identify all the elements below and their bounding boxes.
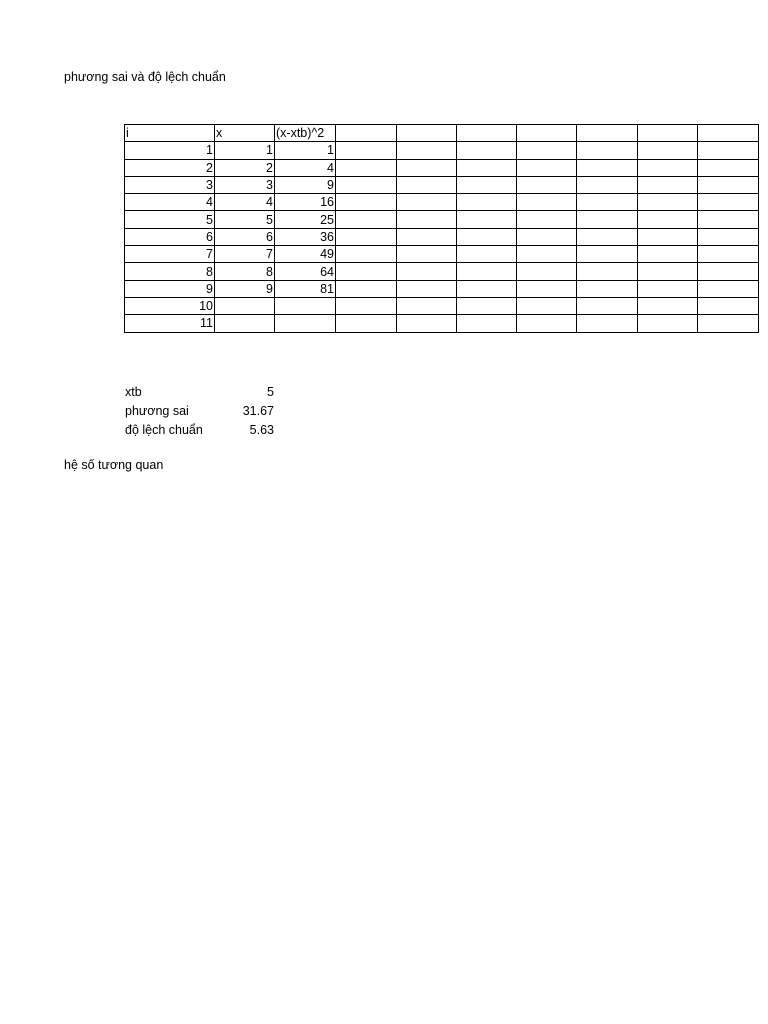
table-cell[interactable] <box>397 246 457 263</box>
table-cell[interactable] <box>397 159 457 176</box>
table-cell[interactable]: 7 <box>215 246 275 263</box>
table-cell[interactable]: 6 <box>125 228 215 245</box>
table-cell[interactable] <box>517 194 577 211</box>
table-cell[interactable] <box>457 280 517 297</box>
table-cell[interactable] <box>517 263 577 280</box>
table-cell[interactable] <box>577 159 638 176</box>
table-cell[interactable] <box>517 228 577 245</box>
stat-row <box>124 382 275 401</box>
table-cell[interactable] <box>397 142 457 159</box>
stat-value[interactable]: 31.67 <box>242 403 274 418</box>
table-cell[interactable] <box>457 297 517 314</box>
table-cell[interactable] <box>457 211 517 228</box>
table-cell[interactable] <box>275 315 336 332</box>
table-cell[interactable]: 1 <box>125 142 215 159</box>
stat-value[interactable]: 5.63 <box>249 422 274 437</box>
table-row <box>125 194 759 211</box>
table-cell[interactable] <box>397 280 457 297</box>
column-header[interactable] <box>577 125 638 142</box>
table-cell[interactable] <box>698 211 759 228</box>
table-cell[interactable] <box>638 297 698 314</box>
table-row <box>125 211 759 228</box>
table-row <box>125 280 759 297</box>
table-cell[interactable]: 49 <box>275 246 336 263</box>
table-cell[interactable]: 64 <box>275 263 336 280</box>
table-row <box>125 263 759 280</box>
table-cell[interactable]: 8 <box>215 263 275 280</box>
table-cell[interactable] <box>517 176 577 193</box>
table-cell[interactable] <box>698 280 759 297</box>
table-cell[interactable] <box>336 211 397 228</box>
table-cell[interactable] <box>638 194 698 211</box>
table-cell[interactable] <box>457 263 517 280</box>
table-cell[interactable] <box>698 228 759 245</box>
table-row <box>125 142 759 159</box>
table-cell[interactable] <box>336 176 397 193</box>
table-cell[interactable] <box>638 228 698 245</box>
table-cell[interactable] <box>698 176 759 193</box>
data-table <box>124 124 759 333</box>
table-cell[interactable]: 9 <box>275 176 336 193</box>
column-header[interactable]: i <box>125 125 215 142</box>
table-row <box>125 176 759 193</box>
table-row <box>125 297 759 314</box>
column-header[interactable] <box>336 125 397 142</box>
table-cell[interactable] <box>397 228 457 245</box>
table-cell[interactable] <box>336 194 397 211</box>
stat-row <box>124 401 275 420</box>
table-cell[interactable] <box>275 297 336 314</box>
table-cell[interactable]: 10 <box>125 297 215 314</box>
table-cell[interactable] <box>457 176 517 193</box>
table-cell[interactable] <box>577 211 638 228</box>
table-cell[interactable] <box>577 315 638 332</box>
stat-label: phương sai <box>125 403 189 418</box>
table-header-row <box>125 125 759 142</box>
table-cell[interactable]: 2 <box>125 159 215 176</box>
table-cell[interactable] <box>638 263 698 280</box>
section-title-variance: phương sai và độ lệch chuẩn <box>64 70 226 84</box>
table-row <box>125 315 759 332</box>
column-header[interactable] <box>397 125 457 142</box>
stat-value[interactable]: 5 <box>267 384 274 399</box>
table-cell[interactable] <box>336 142 397 159</box>
table-cell[interactable]: 3 <box>215 176 275 193</box>
table-cell[interactable]: 4 <box>275 159 336 176</box>
table-cell[interactable] <box>336 159 397 176</box>
table-cell[interactable]: 16 <box>275 194 336 211</box>
table-cell[interactable] <box>698 297 759 314</box>
table-cell[interactable] <box>638 246 698 263</box>
table-cell[interactable]: 4 <box>215 194 275 211</box>
table-cell[interactable] <box>517 246 577 263</box>
table-cell[interactable] <box>577 176 638 193</box>
table-cell[interactable] <box>577 263 638 280</box>
table-cell[interactable]: 1 <box>215 142 275 159</box>
table-cell[interactable] <box>577 246 638 263</box>
table-cell[interactable] <box>336 297 397 314</box>
table-cell[interactable] <box>397 176 457 193</box>
table-cell[interactable] <box>577 297 638 314</box>
stat-label: độ lệch chuẩn <box>125 422 203 437</box>
column-header[interactable] <box>698 125 759 142</box>
column-header[interactable]: (x-xtb)^2 <box>275 125 336 142</box>
table-row <box>125 159 759 176</box>
table-cell[interactable] <box>577 228 638 245</box>
table-cell[interactable] <box>517 280 577 297</box>
table-cell[interactable] <box>698 194 759 211</box>
table-cell[interactable] <box>638 176 698 193</box>
table-cell[interactable]: 11 <box>125 315 215 332</box>
table-row <box>125 228 759 245</box>
table-cell[interactable]: 36 <box>275 228 336 245</box>
table-cell[interactable] <box>698 159 759 176</box>
table-cell[interactable]: 1 <box>275 142 336 159</box>
column-header[interactable]: x <box>215 125 275 142</box>
table-cell[interactable] <box>215 297 275 314</box>
column-header[interactable] <box>457 125 517 142</box>
table-cell[interactable] <box>577 280 638 297</box>
table-cell[interactable] <box>517 159 577 176</box>
table-cell[interactable] <box>698 263 759 280</box>
table-cell[interactable] <box>457 194 517 211</box>
table-cell[interactable] <box>457 142 517 159</box>
table-cell[interactable] <box>397 211 457 228</box>
stats-table <box>124 382 275 439</box>
table-cell[interactable] <box>336 263 397 280</box>
table-cell[interactable] <box>336 280 397 297</box>
table-cell[interactable] <box>397 315 457 332</box>
table-cell[interactable] <box>698 142 759 159</box>
table-cell[interactable] <box>215 315 275 332</box>
table-cell[interactable] <box>517 211 577 228</box>
column-header[interactable] <box>638 125 698 142</box>
table-cell[interactable] <box>517 315 577 332</box>
table-cell[interactable]: 81 <box>275 280 336 297</box>
table-cell[interactable]: 7 <box>125 246 215 263</box>
table-cell[interactable]: 9 <box>215 280 275 297</box>
table-cell[interactable]: 5 <box>215 211 275 228</box>
table-cell[interactable]: 9 <box>125 280 215 297</box>
table-cell[interactable] <box>517 297 577 314</box>
table-cell[interactable] <box>336 315 397 332</box>
table-cell[interactable] <box>397 297 457 314</box>
table-cell[interactable] <box>698 315 759 332</box>
stat-label: xtb <box>125 384 142 399</box>
table-cell[interactable]: 25 <box>275 211 336 228</box>
section-title-correlation: hệ số tương quan <box>64 458 164 472</box>
table-cell[interactable] <box>336 228 397 245</box>
table-cell[interactable] <box>638 159 698 176</box>
table-cell[interactable]: 3 <box>125 176 215 193</box>
table-cell[interactable] <box>397 263 457 280</box>
table-cell[interactable] <box>638 315 698 332</box>
table-cell[interactable] <box>577 194 638 211</box>
table-cell[interactable]: 8 <box>125 263 215 280</box>
table-cell[interactable] <box>457 228 517 245</box>
table-cell[interactable] <box>457 159 517 176</box>
table-cell[interactable]: 5 <box>125 211 215 228</box>
column-header[interactable] <box>517 125 577 142</box>
table-cell[interactable] <box>457 315 517 332</box>
table-cell[interactable] <box>457 246 517 263</box>
table-cell[interactable] <box>638 211 698 228</box>
table-cell[interactable] <box>336 246 397 263</box>
table-cell[interactable]: 6 <box>215 228 275 245</box>
table-cell[interactable] <box>638 280 698 297</box>
table-cell[interactable]: 4 <box>125 194 215 211</box>
table-cell[interactable] <box>517 142 577 159</box>
table-cell[interactable] <box>397 194 457 211</box>
table-cell[interactable] <box>698 246 759 263</box>
table-cell[interactable]: 2 <box>215 159 275 176</box>
table-cell[interactable] <box>577 142 638 159</box>
stat-row <box>124 420 275 439</box>
table-row <box>125 246 759 263</box>
table-cell[interactable] <box>638 142 698 159</box>
